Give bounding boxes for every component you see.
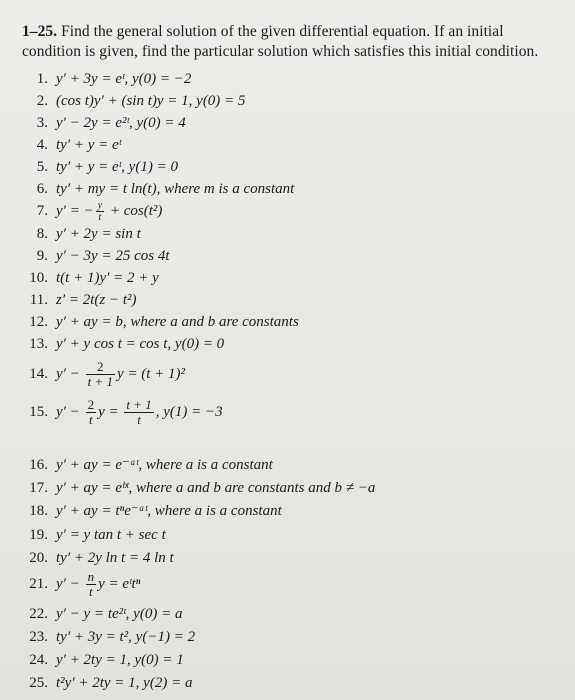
problem-5: 5. ty′ + y = eᵗ, y(1) = 0: [36, 159, 178, 175]
problem-9: 9. y′ − 3y = 25 cos 4t: [36, 248, 170, 264]
problem-25: 25. t²y′ + 2ty = 1, y(2) = a: [29, 675, 193, 691]
problem-18: 18. y′ + ay = tⁿe⁻ᵃᵗ, where a is a constant: [29, 503, 282, 519]
problem-21: 21. y′ − $\frac{n}{t}$ y = eᵗtⁿ: [29, 569, 141, 599]
problem-24: 24. y′ + 2ty = 1, y(0) = 1: [29, 652, 184, 668]
problem-4: 4. ty′ + y = eᵗ: [36, 137, 122, 153]
problem-3: 3. y′ − 2y = e²ᵗ, y(0) = 4: [36, 115, 186, 131]
problem-8: 8. y′ + 2y = sin t: [36, 226, 141, 242]
fraction: $\frac{n}{t}$: [87, 569, 95, 599]
problem-22: 22. y′ − y = te²ᵗ, y(0) = a: [29, 606, 183, 622]
problem-11: 11. z′ = 2t(z − t²): [29, 292, 137, 308]
problem-1: 1. y′ + 3y = eᵗ, y(0) = −2: [36, 71, 192, 87]
problem-14: 14. y′ − $\frac{2}{t + 1}$ y = (t + 1)²: [29, 359, 186, 389]
problem-15: 15. y′ − $\frac{2}{t}$ y = $\frac{t + 1}{t}$ , y(1) = −3: [29, 397, 223, 427]
problem-2: 2. (cos t)y′ + (sin t)y = 1, y(0) = 5: [36, 93, 246, 109]
fraction: $\frac{2}{t}$: [87, 397, 95, 427]
problem-23: 23. ty′ + 3y = t², y(−1) = 2: [29, 629, 196, 645]
fraction: $\frac{t + 1}{t}$: [126, 397, 152, 427]
problem-13: 13. y′ + y cos t = cos t, y(0) = 0: [29, 336, 225, 352]
exercise-range: 1–25.: [22, 23, 58, 40]
problem-16: 16. y′ + ay = e⁻ᵃᵗ, where a is a constant: [29, 457, 273, 473]
exercise-instructions: Find the general solution of the given differential equation. If an initial condition is given, find the particular solution which satisfies this initial condition.: [22, 23, 539, 60]
fraction: $\frac{y}{t}$: [97, 200, 103, 223]
problem-20: 20. ty′ + 2y ln t = 4 ln t: [29, 550, 174, 566]
problem-7: 7. y′ = − $\frac{y}{t}$ + cos(t²): [36, 200, 163, 223]
exercise-header: [22, 22, 557, 62]
problem-12: 12. y′ + ay = b, where a and b are constants: [29, 314, 299, 330]
problem-6: 6. ty′ + my = t ln(t), where m is a constant: [36, 181, 295, 197]
fraction: $\frac{2}{t + 1}$: [87, 359, 113, 389]
problem-17: 17. y′ + ay = eᵇᵗ, where a and b are constants and b ≠ −a: [29, 480, 376, 496]
problem-10: 10. t(t + 1)y′ = 2 + y: [29, 270, 159, 286]
problem-19: 19. y′ = y tan t + sec t: [29, 527, 166, 543]
